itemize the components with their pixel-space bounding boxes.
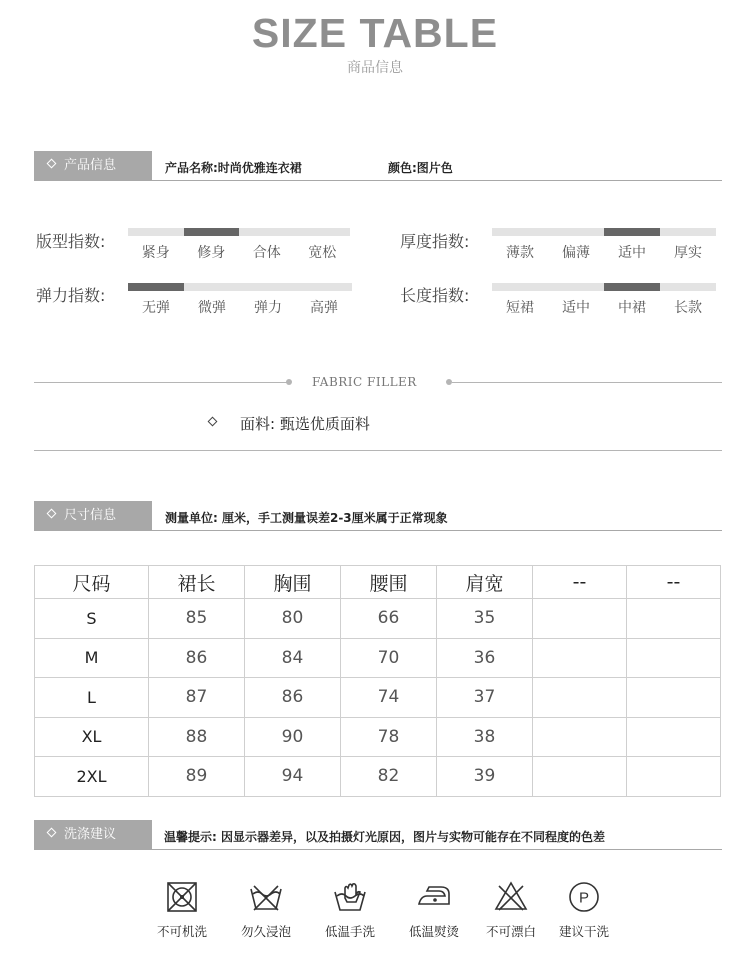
index-option: 宽松	[308, 245, 337, 261]
index-bar	[492, 283, 716, 291]
product-info-tag-label: 产品信息	[64, 158, 117, 173]
table-header-cell: 尺码	[35, 566, 149, 599]
index-option: 适中	[618, 245, 646, 261]
index-option: 合体	[252, 245, 281, 261]
size-label-cell: L	[35, 678, 149, 718]
index-option: 偏薄	[562, 245, 590, 261]
index-option: 高弹	[310, 300, 338, 316]
table-cell	[533, 717, 627, 757]
divider-right	[452, 382, 722, 383]
page-subtitle: 商品信息	[347, 60, 403, 76]
index-bar-selected	[604, 228, 660, 236]
index-option: 弹力	[254, 300, 282, 316]
fabric-bottom-line	[34, 450, 722, 451]
table-cell	[533, 678, 627, 718]
dry-clean-icon	[548, 880, 620, 914]
table-header-row	[35, 566, 721, 599]
care-note: 温馨提示: 因显示器差异，以及拍摄灯光原因，图片与实物可能存在不同程度的色差	[164, 830, 605, 844]
index-label: 弹力指数:	[36, 286, 106, 305]
care-item-label: 不可漂白	[485, 924, 536, 939]
size-label-cell: S	[35, 599, 149, 639]
table-cell	[533, 599, 627, 639]
index-label: 版型指数:	[36, 232, 106, 251]
measure-note: 测量单位: 厘米，手工测量误差2-3厘米属于正常现象	[165, 511, 448, 525]
care-tag-label: 洗涤建议	[64, 827, 117, 842]
care-item	[146, 880, 218, 940]
table-cell: 37	[437, 678, 533, 718]
care-item	[475, 880, 547, 940]
table-cell: 86	[245, 678, 341, 718]
table-row	[35, 638, 721, 678]
index-label: 厚度指数:	[400, 232, 470, 251]
diamond-icon	[47, 509, 57, 519]
fabric-text: 面料: 甄选优质面料	[240, 415, 370, 433]
table-cell: 84	[245, 638, 341, 678]
index-option: 厚实	[674, 245, 702, 261]
index-bar	[492, 228, 716, 236]
table-cell: 36	[437, 638, 533, 678]
table-header-cell: 肩宽	[437, 566, 533, 599]
table-cell: 74	[341, 678, 437, 718]
size-info-tag	[34, 501, 152, 531]
table-cell: 85	[149, 599, 245, 639]
size-label-cell: 2XL	[35, 757, 149, 797]
index-option: 中裙	[618, 300, 646, 316]
table-cell	[627, 638, 721, 678]
table-cell: 89	[149, 757, 245, 797]
product-color: 颜色:图片色	[388, 161, 453, 175]
care-item-label: 低温手洗	[324, 924, 375, 939]
size-label-cell: M	[35, 638, 149, 678]
table-cell: 94	[245, 757, 341, 797]
table-cell: 35	[437, 599, 533, 639]
care-item-label: 勿久浸泡	[240, 924, 291, 939]
no-bleach-icon	[475, 880, 547, 914]
index-option: 紧身	[141, 245, 170, 261]
care-item-label: 不可机洗	[156, 924, 207, 939]
size-label-cell: XL	[35, 717, 149, 757]
divider-dot-left	[286, 379, 292, 385]
table-header-cell: 裙长	[149, 566, 245, 599]
table-cell: 38	[437, 717, 533, 757]
size-table	[34, 565, 721, 797]
table-cell: 39	[437, 757, 533, 797]
index-bar-selected	[128, 283, 184, 291]
table-cell	[627, 678, 721, 718]
care-item-label: 建议干洗	[558, 924, 609, 939]
care-item	[548, 880, 620, 940]
table-cell	[627, 757, 721, 797]
product-info-tag	[34, 151, 152, 181]
table-row	[35, 678, 721, 718]
product-info-header	[34, 151, 722, 181]
index-label: 长度指数:	[400, 286, 470, 305]
table-header-cell: 胸围	[245, 566, 341, 599]
diamond-icon	[47, 828, 57, 838]
index-option: 无弹	[142, 300, 170, 316]
table-header-cell: 腰围	[341, 566, 437, 599]
index-option: 薄款	[506, 245, 534, 261]
table-row	[35, 599, 721, 639]
table-cell: 86	[149, 638, 245, 678]
care-header	[34, 820, 722, 850]
product-name: 产品名称:时尚优雅连衣裙	[165, 161, 302, 175]
no-machine-wash-icon	[146, 880, 218, 914]
size-info-tag-label: 尺寸信息	[64, 508, 117, 523]
index-option: 长款	[674, 300, 702, 316]
size-info-header	[34, 501, 722, 531]
index-option: 短裙	[506, 300, 534, 316]
table-cell: 88	[149, 717, 245, 757]
page-title: SIZE TABLE	[251, 10, 499, 56]
table-cell: 82	[341, 757, 437, 797]
care-item-label: 低温熨烫	[408, 924, 459, 939]
table-cell: 66	[341, 599, 437, 639]
table-header-cell: --	[533, 566, 627, 599]
table-cell: 90	[245, 717, 341, 757]
table-cell: 70	[341, 638, 437, 678]
index-option: 修身	[197, 245, 226, 261]
hand-wash-icon	[314, 880, 386, 914]
table-header-cell: --	[627, 566, 721, 599]
index-option: 适中	[562, 300, 590, 316]
care-item	[230, 880, 302, 940]
care-tag	[34, 820, 152, 850]
no-soak-icon	[230, 880, 302, 914]
care-item	[314, 880, 386, 940]
divider-left	[34, 382, 289, 383]
table-cell	[627, 599, 721, 639]
diamond-icon	[47, 159, 57, 169]
care-item	[398, 880, 470, 940]
table-cell	[533, 638, 627, 678]
fabric-heading: FABRIC FILLER	[312, 375, 417, 389]
table-cell: 80	[245, 599, 341, 639]
index-bar	[128, 283, 352, 291]
index-bar-selected	[184, 228, 240, 236]
index-bar	[128, 228, 350, 236]
table-row	[35, 757, 721, 797]
table-cell: 87	[149, 678, 245, 718]
table-cell	[627, 717, 721, 757]
table-row	[35, 717, 721, 757]
svg-text:P: P	[578, 889, 590, 907]
table-cell: 78	[341, 717, 437, 757]
low-iron-icon	[398, 880, 470, 914]
index-option: 微弹	[198, 300, 226, 316]
diamond-icon	[208, 417, 218, 427]
table-cell	[533, 757, 627, 797]
index-bar-selected	[604, 283, 660, 291]
